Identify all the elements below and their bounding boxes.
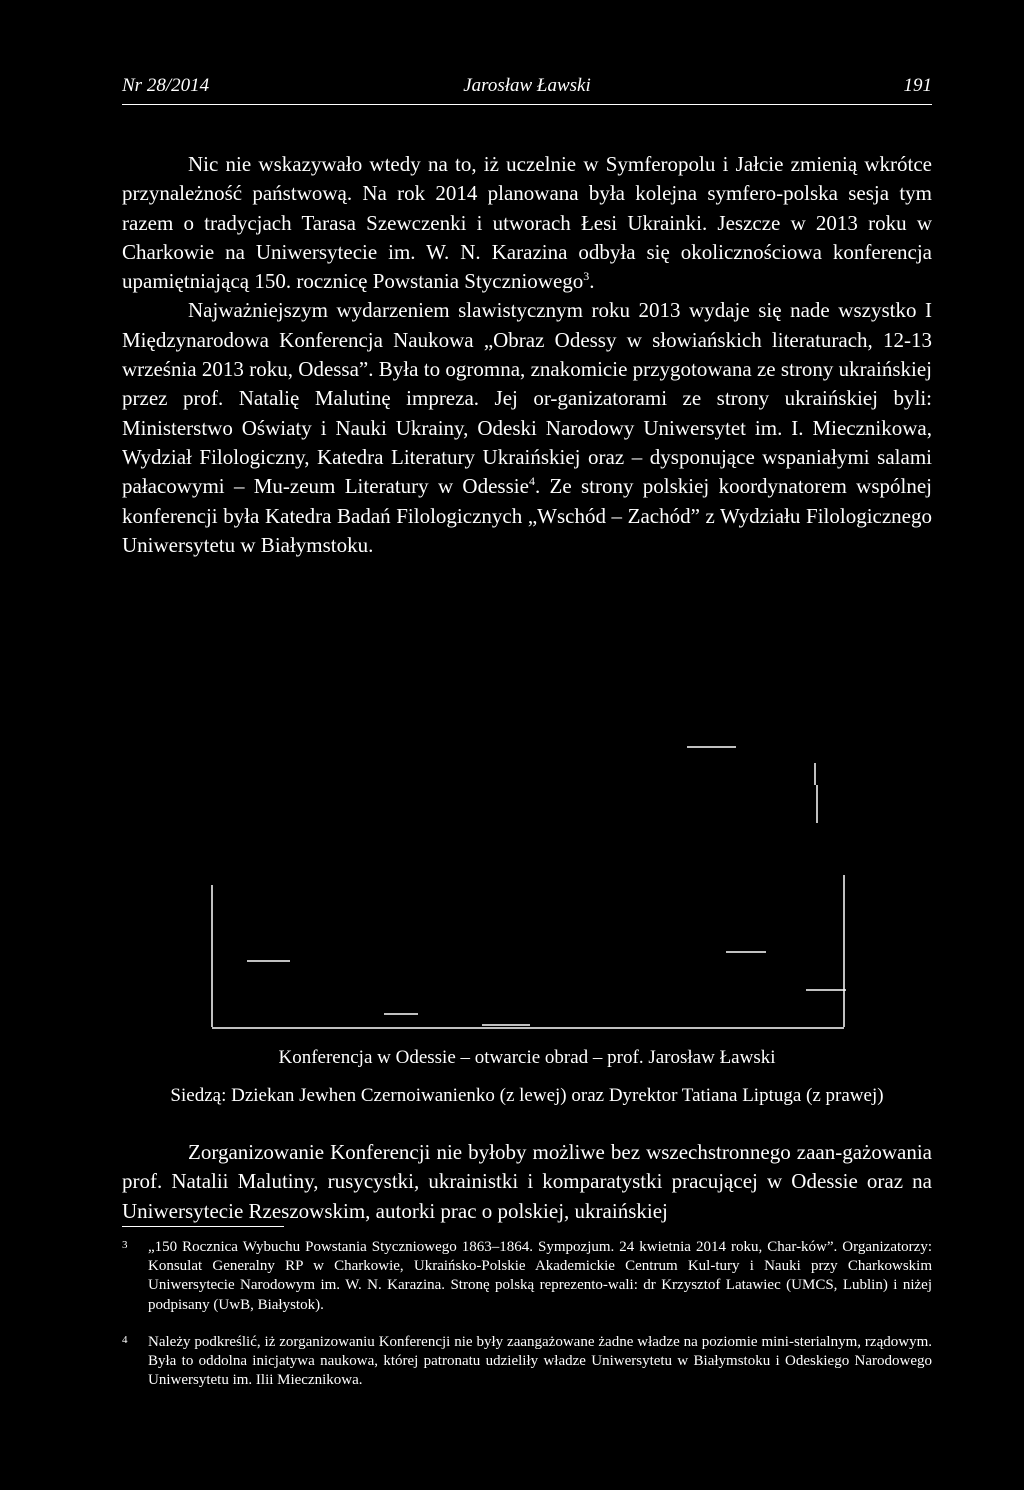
body-paragraph-3-block <box>122 1138 932 1226</box>
paragraph-2 <box>122 296 932 560</box>
footnote-3 <box>122 1238 932 1315</box>
page-number: 191 <box>903 75 932 96</box>
paragraph-2-text: Najważniejszym wydarzeniem slawistycznym roku 2013 wydaje się nade wszystko I Międzynarodowa Konferencja Naukowa „Obraz Odessy w słowiańskich literaturach, 12-13 września 2013 roku, Odessa”. Była to ogromna, znakomicie przygotowana ze strony ukraińskiej przez prof. Natalię Malutinę impreza. Jej or-ganizatorami ze strony ukraińskiej byli: Ministerstwo Oświaty i Nauki Ukrainy, Odeski Narodowy Uniwersytet im. I. Miecznikowa, Wydział Filologiczny, Katedra Literatury Ukraińskiej oraz – dysponujące wspaniałymi salami pałacowymi – Mu-zeum Literatury w Odessie <box>122 298 932 499</box>
footnote-4 <box>122 1333 932 1391</box>
footnote-text: Należy podkreślić, iż zorganizowaniu Konferencji nie były zaangażowane żadne władze na poziomie mini-sterialnym, rządowym. Była to oddolna inicjatywa naukowa, której patronatu udzieliły władze Uniwersytetu w Białymstoku i Odeskiego Narodowego Uniwersytetu im. Ilii Miecznikowa. <box>148 1334 932 1389</box>
footnote-text: „150 Rocznica Wybuchu Powstania Styczniowego 1863–1864. Sympozjum. 24 kwietnia 2014 roku, Char-ków”. Organizatorzy: Konsulat Generalny RP w Charkowie, Ukraińsko-Polskie Akademickie Centrum Kul-tury i Nauki przy Charkowskim Uniwersytecie Narodowym im. W. N. Karazina. Stronę polską reprezento-wali: dr Krzysztof Latawiec (UMCS, Lublin) i niżej podpisany (UwB, Białystok). <box>148 1239 932 1313</box>
conference-photo <box>122 735 932 1035</box>
paragraph-1-end: . <box>589 269 595 294</box>
paragraph-1 <box>122 150 932 296</box>
paragraph-1-text: Nic nie wskazywało wtedy na to, iż uczelnie w Symferopolu i Jałcie zmienią wkrótce przynależność państwową. Na rok 2014 planowana była kolejna symfero-polska sesja tym razem o tradycjach Tarasa Szewczenki i utworach Łesi Ukrainki. Jeszcze w 2013 roku w Charkowie na Uniwersytecie im. W. N. Karazina odbyła się okolicznościowa konferencja upamiętniającą 150. rocznicę Powstania Styczniowego <box>122 152 932 294</box>
footnote-separator <box>122 1226 284 1227</box>
footnote-number: 3 <box>122 1239 128 1251</box>
footnote-ref-3[interactable]: 3 <box>583 269 590 284</box>
issue-number: Nr 28/2014 <box>122 75 210 96</box>
footnote-ref-4[interactable]: 4 <box>528 474 535 489</box>
figure-caption-people: Siedzą: Dziekan Jewhen Czernoiwanienko (z lewej) oraz Dyrektor Tatiana Liptuga (z prawej) <box>170 1085 884 1106</box>
paragraph-2-end: . Ze strony polskiej koordynatorem wspólnej konferencji była Katedra Badań Filologicznych „Wschód – Zachód” z Wydziału Filologicznego Uniwersytetu w Białymstoku. <box>122 474 932 557</box>
footnote-number: 4 <box>122 1334 128 1346</box>
running-header <box>122 74 932 105</box>
photo-artifact-lines <box>122 735 932 1035</box>
paragraph-3: Zorganizowanie Konferencji nie byłoby możliwe bez wszechstronnego zaan-gażowania prof. Natalii Malutiny, rusycystki, ukrainistki i komparatystki pracującej w Odessie oraz na Uniwersytecie Rzeszowskim, autorki prac o polskiej, ukraińskiej <box>122 1140 932 1223</box>
running-author: Jarosław Ławski <box>463 75 591 96</box>
figure-caption-title: Konferencja w Odessie – otwarcie obrad – prof. Jarosław Ławski <box>278 1047 776 1068</box>
body-paragraphs <box>122 150 932 560</box>
